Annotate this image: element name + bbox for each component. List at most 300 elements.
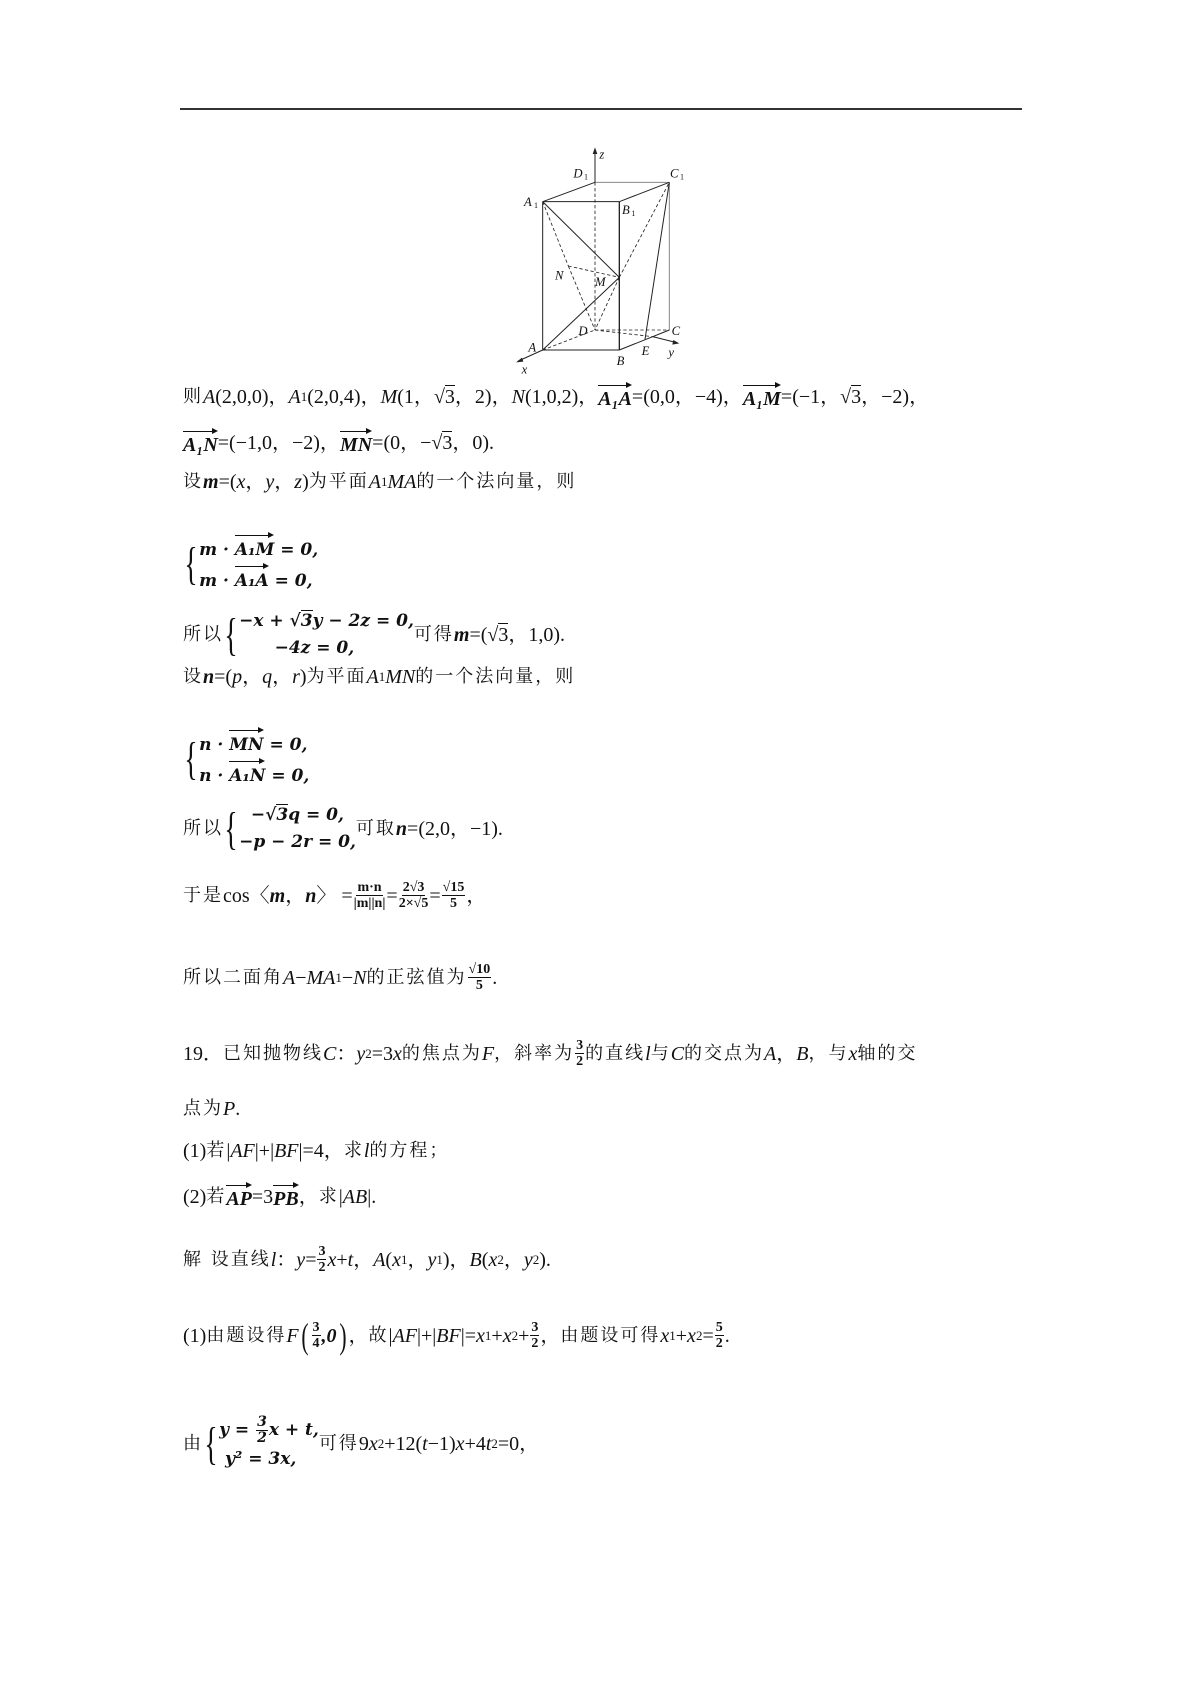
text: =(2,0，−1).	[407, 818, 503, 840]
paren-group	[299, 1315, 349, 1356]
text-line	[183, 665, 575, 689]
z-axis-arrow-icon	[593, 147, 598, 154]
text: ，	[776, 1042, 797, 1065]
text: (1)	[183, 1324, 207, 1347]
math-var: F	[481, 1042, 495, 1065]
text-line	[183, 1183, 376, 1211]
vector: PB	[273, 1183, 299, 1211]
fraction	[715, 1320, 724, 1351]
text: 为平面	[306, 666, 367, 687]
text-line	[183, 880, 486, 911]
text: −	[295, 966, 307, 989]
math-var: x	[327, 1248, 337, 1271]
math-var: z	[294, 471, 303, 493]
radical-sign: √	[265, 805, 277, 825]
subscript: 1	[484, 1327, 492, 1343]
denominator: 5	[450, 896, 457, 911]
left-brace: {	[184, 733, 198, 784]
text-line	[183, 1315, 730, 1356]
vector-var: m	[453, 624, 470, 646]
math-var: N	[511, 386, 525, 408]
system-row	[239, 802, 356, 829]
text: = 0,	[274, 540, 319, 560]
text: ，	[285, 884, 306, 907]
text: n ·	[199, 766, 230, 786]
y-axis-arrow-icon	[672, 340, 679, 345]
math-var: x	[660, 1324, 670, 1347]
math-var: p	[232, 666, 243, 688]
text-line	[183, 1097, 240, 1121]
radical-sign: √	[433, 386, 445, 408]
radicand: 3	[442, 432, 453, 454]
text: +4	[464, 1433, 486, 1455]
text-line	[183, 608, 565, 662]
math-var: A	[764, 1042, 777, 1065]
radicand: 3	[444, 386, 455, 408]
text-line	[183, 962, 497, 993]
text: .	[724, 1324, 730, 1347]
text: ，	[540, 1324, 561, 1347]
fraction	[256, 1415, 268, 1446]
vector: A₁N	[229, 759, 265, 790]
text: (1)	[183, 1140, 207, 1162]
text: y − 2z = 0,	[312, 611, 414, 631]
text: m ·	[199, 540, 235, 560]
label-B: B	[616, 354, 625, 368]
math-var: x	[848, 1042, 858, 1065]
system-row	[199, 564, 318, 595]
math-var: A	[203, 386, 216, 408]
text-line	[183, 802, 503, 856]
math-var: x	[488, 1248, 498, 1271]
label-D: D	[578, 324, 588, 338]
math-var: y	[265, 471, 275, 493]
text: ，	[407, 1248, 428, 1271]
text: ，	[245, 471, 266, 493]
denominator: 2	[318, 1260, 326, 1275]
text: .	[492, 966, 498, 989]
text: x + t,	[268, 1420, 319, 1440]
label-C: C	[671, 324, 681, 338]
vector: MN	[340, 429, 372, 457]
denominator: 2	[531, 1336, 539, 1351]
fraction	[354, 880, 386, 911]
text: −x +	[239, 611, 290, 631]
fraction	[317, 1244, 326, 1275]
text: (2,0,0)，	[215, 386, 289, 408]
text: 若	[206, 1186, 227, 1207]
math-var: x	[455, 1433, 465, 1455]
math-var: A	[368, 471, 381, 493]
subscript: 1	[380, 474, 388, 489]
superscript: 2	[377, 1436, 385, 1451]
text: n ·	[199, 735, 230, 755]
text: 可取	[355, 818, 396, 839]
left-brace: {	[184, 538, 198, 589]
text: 的正弦值为	[366, 966, 467, 988]
text: 由题设得	[206, 1324, 287, 1346]
text: ，与	[808, 1042, 849, 1064]
system-row	[239, 829, 356, 856]
math-var: MA	[387, 471, 417, 493]
system-row	[219, 1446, 319, 1473]
text: ，	[466, 884, 487, 907]
label-N: N	[555, 268, 564, 283]
text: =(−1，	[780, 386, 841, 408]
fraction	[530, 1320, 539, 1351]
text: =(0,0，−4)，	[631, 386, 743, 408]
subscript: 2	[532, 1251, 540, 1267]
text-line	[183, 429, 494, 457]
text: .	[235, 1098, 241, 1120]
text: 的一个法向量，则	[415, 666, 576, 687]
label-A: A	[528, 340, 537, 355]
text: ：	[336, 1042, 357, 1065]
math-var: q	[262, 666, 273, 688]
text: +	[491, 1324, 503, 1347]
text: 〉 =	[316, 884, 353, 907]
text: |+|	[417, 1324, 437, 1347]
fraction	[468, 962, 492, 993]
text: ，	[353, 1248, 374, 1271]
text: ，−2)，	[861, 386, 930, 408]
text: |	[388, 1324, 393, 1347]
math-var: P	[223, 1098, 236, 1120]
math-var: y	[427, 1248, 437, 1271]
radical-sign: √	[840, 386, 852, 408]
math-var: AB	[342, 1186, 368, 1208]
text: 则	[183, 386, 203, 407]
fraction	[575, 1038, 584, 1069]
text: 的交点为	[684, 1042, 765, 1064]
vector: A₁M	[235, 533, 274, 564]
text-line	[183, 383, 929, 411]
subscript: 1	[400, 1251, 408, 1267]
text: =(	[214, 666, 233, 688]
text: )，	[442, 1248, 470, 1271]
numerator: 3	[257, 1414, 267, 1430]
x-axis-arrow-icon	[516, 358, 523, 363]
text: =	[305, 1248, 317, 1271]
system-row	[219, 1415, 319, 1446]
text: +	[518, 1324, 530, 1347]
text: ，	[272, 666, 293, 688]
text: 设	[183, 666, 203, 687]
equation-system	[203, 1415, 319, 1473]
text: −	[341, 966, 354, 989]
text: 所以	[183, 818, 223, 839]
math-var: AF	[230, 1140, 255, 1162]
text: =	[702, 1324, 714, 1347]
text: =(−1,0，−2)，	[217, 432, 340, 454]
text: )	[299, 666, 307, 688]
text: 19．	[183, 1042, 223, 1065]
text: |=	[460, 1324, 477, 1347]
math-var: C	[323, 1042, 337, 1065]
vector: A₁A	[598, 383, 632, 411]
radicand: 3	[276, 805, 289, 825]
numerator: √15	[442, 880, 465, 895]
system-rows	[199, 533, 318, 595]
math-var: l	[270, 1248, 277, 1271]
math-var: t	[422, 1433, 428, 1455]
system-rows	[239, 802, 356, 856]
label-sub: 1	[631, 209, 636, 218]
text: 与	[650, 1042, 671, 1064]
text: (1，	[397, 386, 434, 408]
numerator: 3	[531, 1320, 539, 1335]
math-var: x	[502, 1324, 512, 1347]
sqrt	[290, 608, 313, 635]
text: ，	[298, 1186, 319, 1208]
label-B1: B	[622, 203, 630, 217]
text: 可得	[413, 624, 454, 645]
text: 设	[183, 471, 203, 492]
system-rows	[199, 728, 309, 790]
text: 点为	[183, 1098, 223, 1119]
text: 的焦点为	[401, 1042, 482, 1064]
subscript: 2	[497, 1251, 504, 1267]
label-y: y	[668, 345, 674, 360]
math-var: MA	[306, 966, 336, 989]
text: 的直线	[585, 1042, 646, 1064]
vector: MN	[229, 728, 263, 759]
text: −	[239, 805, 266, 825]
system-row	[239, 635, 414, 662]
math-var: N	[353, 966, 367, 989]
subscript: 2	[695, 1327, 703, 1343]
system-row	[199, 533, 318, 564]
text-line	[183, 1244, 551, 1275]
math-var: l	[645, 1042, 651, 1065]
text: 故	[368, 1324, 389, 1346]
math-var: BF	[274, 1140, 299, 1162]
sqrt	[265, 802, 288, 829]
text: 由	[183, 1433, 203, 1454]
math-var: MN	[385, 666, 416, 688]
text: ，	[274, 471, 295, 493]
text: =	[386, 884, 398, 907]
system-row	[199, 728, 309, 759]
math-var: BF	[436, 1324, 461, 1347]
text-line	[183, 470, 576, 494]
math-var: y	[523, 1248, 533, 1271]
text: (1,0,2)，	[524, 386, 599, 408]
math-var: y	[296, 1248, 306, 1271]
text: ,0	[321, 1324, 337, 1347]
equation-system	[223, 608, 414, 662]
text: ).	[539, 1248, 551, 1271]
text: =	[429, 884, 441, 907]
radicand: 3	[300, 611, 313, 631]
text: )	[302, 471, 309, 493]
denominator: 2	[257, 1430, 267, 1446]
denominator: 5	[475, 978, 483, 993]
text: ，0).	[452, 432, 495, 454]
system-row	[239, 608, 414, 635]
text: 的一个法向量，则	[416, 471, 577, 492]
text: (2,0,4)，	[307, 386, 381, 408]
text: 求	[343, 1140, 364, 1161]
equation-system	[183, 728, 309, 790]
subscript: 1	[436, 1251, 443, 1267]
numerator: √10	[468, 962, 491, 977]
text: |+|	[254, 1140, 275, 1162]
fraction	[442, 880, 466, 911]
text: y² = 3x,	[219, 1449, 297, 1469]
math-var: r	[292, 666, 300, 688]
text: 轴的交	[857, 1042, 918, 1064]
math-var: x	[392, 1248, 401, 1271]
text: = 0,	[265, 766, 310, 786]
text: ：	[276, 1248, 297, 1271]
math-var: A	[373, 1248, 386, 1271]
text: ，	[242, 666, 263, 688]
text: =3	[371, 1042, 394, 1065]
radical-sign: √	[487, 624, 499, 646]
fraction	[399, 880, 429, 911]
text: ，	[348, 1324, 369, 1347]
subscript: 1	[669, 1327, 676, 1343]
system-rows	[239, 608, 414, 662]
label-A1: A	[524, 195, 532, 209]
text: −1)	[427, 1433, 456, 1455]
text: 由题设可得	[560, 1324, 661, 1346]
label-sub: 1	[584, 172, 588, 182]
text: 可得	[318, 1433, 359, 1454]
math-var: M	[380, 386, 398, 408]
text: |	[226, 1140, 231, 1162]
left-brace: {	[224, 803, 238, 854]
text-line	[183, 1415, 539, 1473]
text: = 0,	[268, 571, 313, 591]
text: |.	[367, 1186, 377, 1208]
radical-sign: √	[289, 611, 301, 631]
math-var: x	[368, 1433, 378, 1455]
vector-var: m	[269, 884, 286, 907]
text: 于是	[183, 884, 223, 906]
text: +	[336, 1248, 348, 1271]
text: m ·	[199, 571, 235, 591]
vector: A₁M	[743, 383, 781, 411]
left-paren: (	[300, 1315, 309, 1356]
label-E: E	[641, 344, 650, 358]
math-var: A	[283, 966, 296, 989]
math-var: A	[288, 386, 301, 408]
radicand: 3	[498, 624, 509, 646]
radical-sign: √	[431, 432, 443, 454]
label-M: M	[595, 275, 606, 289]
math-var: B	[469, 1248, 482, 1271]
text: 若	[206, 1140, 227, 1161]
text: 的方程；	[369, 1140, 450, 1161]
text-line	[183, 728, 309, 790]
header-rule	[180, 108, 1022, 110]
vector: A₁N	[183, 429, 218, 457]
text-line	[183, 1038, 917, 1069]
equation-system	[183, 533, 318, 595]
label-z: z	[599, 147, 605, 162]
right-paren: )	[338, 1315, 347, 1356]
denominator: 2×√5	[398, 896, 429, 911]
equation-system	[223, 802, 356, 856]
math-var: t	[485, 1433, 492, 1455]
text: ，2)，	[454, 386, 512, 408]
text: ，斜率为	[494, 1042, 575, 1064]
vector-var: n	[203, 666, 215, 688]
denominator: |m||n|	[353, 896, 386, 911]
text: y =	[219, 1420, 256, 1440]
fraction	[312, 1320, 321, 1351]
math-var: B	[796, 1042, 809, 1065]
sqrt	[487, 623, 508, 647]
vector-var: m	[203, 471, 219, 493]
text: q = 0,	[288, 805, 344, 825]
numerator: 3	[576, 1038, 584, 1053]
text-line	[183, 1139, 449, 1163]
label-sub: 1	[534, 201, 538, 210]
subscript: 2	[511, 1327, 519, 1343]
math-var: y	[356, 1042, 366, 1065]
sqrt	[840, 385, 861, 409]
text: cos〈	[223, 884, 270, 907]
denominator: 4	[312, 1336, 320, 1351]
numerator: m·n	[357, 880, 382, 895]
text: =(0，−	[372, 432, 432, 454]
math-var: F	[286, 1324, 299, 1347]
vector-var: n	[395, 818, 408, 840]
numerator: 5	[715, 1320, 723, 1335]
text: 所以二面角	[183, 966, 283, 988]
math-var: l	[363, 1140, 370, 1162]
denominator: 2	[576, 1054, 584, 1069]
math-var: x	[476, 1324, 485, 1347]
system-rows	[219, 1415, 319, 1473]
math-var: AF	[392, 1324, 417, 1347]
text: 为平面	[308, 471, 369, 492]
denominator: 2	[715, 1336, 723, 1351]
superscript: 2	[491, 1436, 498, 1451]
text: (2)	[183, 1186, 207, 1208]
text: 求	[318, 1186, 339, 1207]
text: ，	[503, 1248, 524, 1271]
text: =(	[218, 471, 237, 493]
sqrt	[431, 431, 452, 455]
vector-var: n	[305, 884, 317, 907]
text: |=4，	[298, 1140, 344, 1162]
math-var: x	[393, 1042, 402, 1065]
left-brace: {	[204, 1418, 218, 1469]
text: (	[481, 1248, 489, 1271]
radicand: 3	[851, 386, 862, 408]
text: (	[385, 1248, 393, 1271]
numerator: 3	[318, 1244, 326, 1259]
math-var: A	[366, 666, 379, 688]
math-var: C	[670, 1042, 685, 1065]
subscript: 1	[378, 669, 386, 684]
text: 解 设直线	[183, 1248, 271, 1270]
left-brace: {	[224, 609, 238, 660]
subscript: 1	[300, 389, 308, 404]
vector: A₁A	[235, 564, 269, 595]
label-sub: 1	[680, 172, 684, 182]
text: 9	[358, 1433, 369, 1455]
label-x: x	[521, 362, 528, 377]
text: ，1,0).	[508, 624, 566, 646]
superscript: 2	[365, 1045, 372, 1061]
sqrt	[434, 385, 455, 409]
math-var: x	[687, 1324, 696, 1347]
